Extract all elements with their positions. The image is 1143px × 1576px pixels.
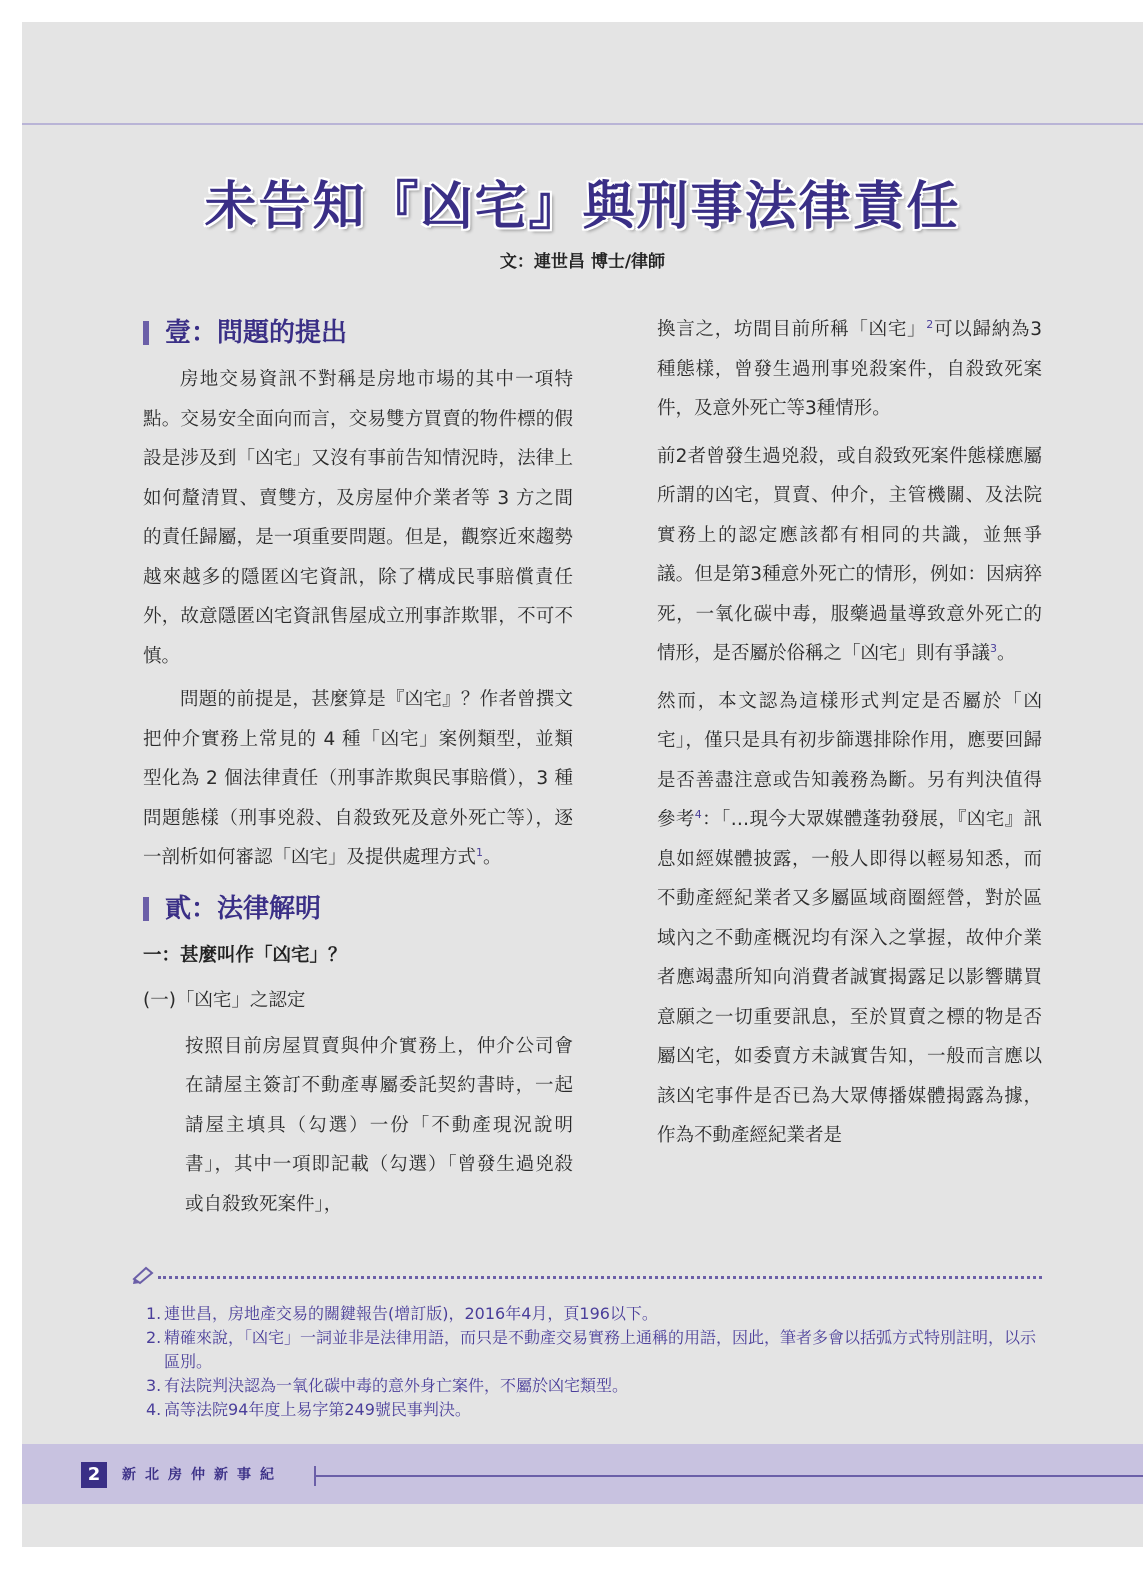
footnote-item: [146, 1398, 1046, 1422]
footnote-number: 1.: [146, 1304, 162, 1323]
footnote-ref[interactable]: 4: [694, 807, 702, 821]
footnote-ref[interactable]: 3: [990, 641, 998, 655]
footnote-number: 2.: [146, 1328, 162, 1347]
paragraph-text-end: 。: [483, 847, 502, 868]
page-footer: [22, 1444, 1143, 1504]
subheading: 一：甚麼叫作「凶宅」？: [143, 944, 347, 966]
section-heading-1: [143, 310, 573, 356]
footnotes: [146, 1302, 1046, 1422]
footnote-number: 4.: [146, 1400, 162, 1419]
paragraph: [657, 437, 1042, 674]
footnote-text: 精確來說，「凶宅」一詞並非是法律用語，而只是不動產交易實務上通稱的用語，因此，筆者多會以括弧方式特別註明，以示區別。: [164, 1328, 1037, 1371]
footer-rule: [314, 1475, 1143, 1477]
section-heading-1-text: 壹：問題的提出: [165, 318, 348, 348]
heading-bar-icon: [143, 897, 149, 921]
footnote-text: 高等法院94年度上易字第249號民事判決。: [164, 1400, 471, 1419]
sub-subheading: (一)「凶宅」之認定: [143, 990, 306, 1011]
paragraph: 房地交易資訊不對稱是房地市場的其中一項特點。交易安全面向而言，交易雙方買賣的物件標的假設是涉及到「凶宅」又沒有事前告知情況時，法律上如何釐清買、賣雙方，及房屋仲介業者等 3 方之間的責任歸屬，是一項重要問題。但是，觀察近來趨勢越來越多的隱匿凶宅資訊，除了構成民事賠償責任外，故意隱匿凶宅資訊售屋成立刑事詐欺罪，不可不慎。: [143, 369, 573, 667]
footnote-divider: [158, 1276, 1042, 1279]
page-number: 2: [81, 1462, 107, 1488]
section-heading-2-text: 貳：法律解明: [165, 893, 322, 924]
article-title: 未告知『凶宅』與刑事法律責任: [204, 177, 961, 237]
footnote-text: 有法院判決認為一氧化碳中毒的意外身亡案件，不屬於凶宅類型。: [164, 1376, 629, 1395]
right-column: [657, 310, 1042, 1160]
footnote-item: [146, 1326, 1046, 1374]
footnote-ref[interactable]: 1: [476, 845, 484, 859]
footnote-number: 3.: [146, 1376, 162, 1395]
paragraph: [657, 310, 1042, 429]
paragraph-text: 問題的前提是，甚麼算是『凶宅』？作者曾撰文把仲介實務上常見的 4 種「凶宅」案例類型，並類型化為 2 個法律責任（刑事詐欺與民事賠償），3 種問題態樣（刑事兇殺、自殺致死及意外死亡等），逐一剖析如何審認「凶宅」及提供處理方式: [143, 689, 573, 868]
paragraph-text-end: 。: [997, 643, 1016, 664]
footnote-ref[interactable]: 2: [926, 317, 934, 331]
section-heading-2: [143, 886, 573, 932]
paragraph-text: 前2者曾發生過兇殺，或自殺致死案件態樣應屬所謂的凶宅，買賣、仲介，主管機關、及法院實務上的認定應該都有相同的共識，並無爭議。但是第3種意外死亡的情形，例如：因病猝死，一氧化碳中毒，服藥過量導致意外死亡的情形，是否屬於俗稱之「凶宅」則有爭議: [657, 445, 1042, 664]
paragraph-text: ：「…現今大眾媒體蓬勃發展，『凶宅』訊息如經媒體披露，一般人即得以輕易知悉，而不動產經紀業者又多屬區域商圈經營，對於區域內之不動產概況均有深入之掌握，故仲介業者應竭盡所知向消費者誠實揭露足以影響購買意願之一切重要訊息，至於買賣之標的物是否屬凶宅，如委賣方未誠實告知，一般而言應以該凶宅事件是否已為大眾傳播媒體揭露為據，作為不動產經紀業者是: [657, 809, 1042, 1146]
footnote-text: 連世昌，房地產交易的關鍵報告(增訂版)，2016年4月，頁196以下。: [164, 1304, 658, 1323]
paragraph-text: 可以歸納為3種態樣，曾發生過刑事兇殺案件，自殺致死案件，及意外死亡等3種情形。: [657, 319, 1042, 419]
heading-bar-icon: [143, 321, 149, 345]
paragraph: [657, 682, 1042, 1156]
paragraph: [143, 680, 573, 878]
pencil-icon: [132, 1265, 156, 1285]
left-column: [143, 310, 573, 1228]
top-divider: [22, 123, 1143, 125]
page: [22, 22, 1143, 1547]
magazine-name: 新北房仲新事紀: [122, 1467, 283, 1483]
author-byline: 文：連世昌 博士/律師: [499, 252, 666, 272]
footnote-item: [146, 1374, 1046, 1398]
paragraph-text: 然而，本文認為這樣形式判定是否屬於「凶宅」，僅只是具有初步篩選排除作用，應要回歸是否善盡注意或告知義務為斷。另有判決值得參考: [657, 690, 1042, 830]
paragraph-text: 換言之，坊間目前所稱「凶宅」: [657, 319, 927, 340]
footnote-item: [146, 1302, 1046, 1326]
paragraph: 按照目前房屋買賣與仲介實務上，仲介公司會在請屋主簽訂不動產專屬委託契約書時，一起請屋主填具（勾選）一份「不動產現況說明書」，其中一項即記載（勾選）「曾發生過兇殺或自殺致死案件」，: [185, 1035, 573, 1215]
